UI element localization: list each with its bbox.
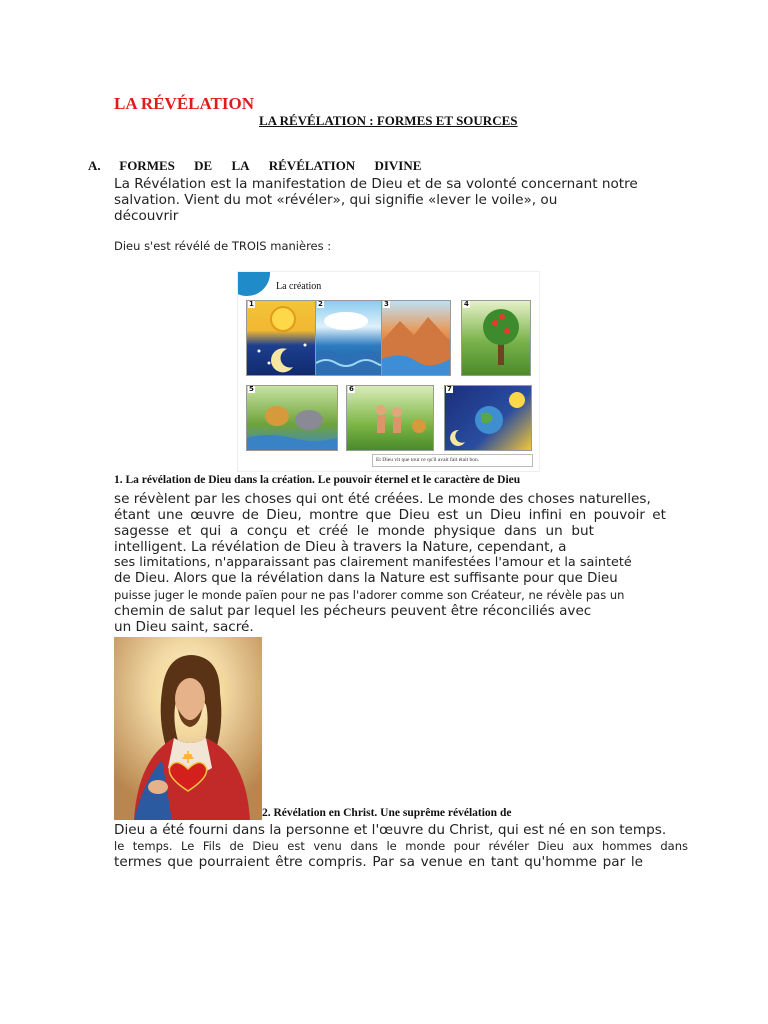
- panel-number: 6: [349, 385, 354, 393]
- creation-panel-4: [461, 300, 531, 376]
- text-line: Dieu a été fourni dans la personne et l'œuvre du Christ, qui est né en son temps.: [114, 822, 667, 838]
- creation-caption: Et Dieu vit que tout ce qu'il avait fait était bon.: [372, 454, 533, 467]
- heading-creation: 1. La révélation de Dieu dans la création. Le pouvoir éternel et le caractère de Dieu: [114, 474, 521, 486]
- people-icon: [347, 386, 433, 450]
- text-line: chemin de salut par lequel les pécheurs peuvent être réconciliés avec: [114, 603, 592, 619]
- waters-icon: [316, 301, 384, 375]
- panel-number: 7: [447, 385, 452, 393]
- creation-paragraph: [114, 491, 666, 635]
- heading-christ: 2. Révélation en Christ. Une suprême révélation de: [262, 807, 512, 819]
- three-ways-line: Dieu s'est révélé de TROIS manières :: [114, 239, 332, 253]
- document-title: LA RÉVÉLATION: [114, 94, 254, 113]
- panel-number: 2: [318, 300, 323, 308]
- christ-paragraph: [114, 822, 688, 870]
- section-word: FORMES: [119, 158, 175, 173]
- text-line: sagesse et qui a conçu et créé le monde physique dans un but: [114, 523, 594, 539]
- text-line: découvrir: [114, 208, 179, 224]
- section-a-heading: [88, 158, 421, 174]
- panel-number: 5: [249, 385, 254, 393]
- section-word: DE: [194, 158, 213, 173]
- creation-label: La création: [276, 281, 346, 292]
- panel-number: 4: [464, 300, 469, 308]
- creation-panel-6: [346, 385, 434, 451]
- creation-panel-1: [246, 300, 316, 376]
- creation-panel-5: [246, 385, 338, 451]
- section-word: LA: [231, 158, 250, 173]
- creation-panel-3: [381, 300, 451, 376]
- text-line: étant une œuvre de Dieu, montre que Dieu est un Dieu infini en pouvoir et: [114, 507, 666, 523]
- text-line: de Dieu. Alors que la révélation dans la Nature est suffisante pour que Dieu: [114, 571, 618, 586]
- sacred-heart-illustration: [114, 637, 262, 820]
- text-line: La Révélation est la manifestation de Dieu et de sa volonté concernant notre: [114, 176, 638, 192]
- earth-icon: [445, 386, 531, 450]
- tree-icon: [462, 301, 530, 375]
- panel-number: 1: [249, 300, 254, 308]
- creation-panel-7: [444, 385, 532, 451]
- document-subtitle: LA RÉVÉLATION : FORMES ET SOURCES: [259, 113, 518, 128]
- sun-moon-icon: [247, 301, 315, 375]
- section-letter: A.: [88, 158, 101, 173]
- corner-decoration: [237, 271, 270, 296]
- section-word: RÉVÉLATION: [268, 158, 356, 173]
- section-word: DIVINE: [374, 158, 422, 173]
- panel-number: 3: [384, 300, 389, 308]
- text-line: termes que pourraient être compris. Par sa venue en tant qu'homme par le: [114, 854, 643, 870]
- text-line: salvation. Vient du mot «révéler», qui signifie «lever le voile», ou: [114, 192, 558, 208]
- animals-icon: [247, 386, 337, 450]
- creation-illustration: [237, 271, 540, 472]
- intro-paragraph: [114, 176, 674, 224]
- text-line: puisse juger le monde païen pour ne pas l'adorer comme son Créateur, ne révèle pas un: [114, 588, 625, 602]
- text-line: se révèlent par les choses qui ont été créées. Le monde des choses naturelles,: [114, 491, 651, 507]
- text-line: intelligent. La révélation de Dieu à travers la Nature, cependant, a: [114, 539, 567, 555]
- text-line: un Dieu saint, sacré.: [114, 619, 254, 635]
- sacred-heart-picture: [114, 637, 262, 820]
- mountains-icon: [382, 301, 450, 375]
- text-line: le temps. Le Fils de Dieu est venu dans le monde pour révéler Dieu aux hommes dans: [114, 839, 688, 853]
- text-line: ses limitations, n'apparaissant pas clairement manifestées l'amour et la sainteté: [114, 555, 632, 570]
- creation-panel-2: [315, 300, 385, 376]
